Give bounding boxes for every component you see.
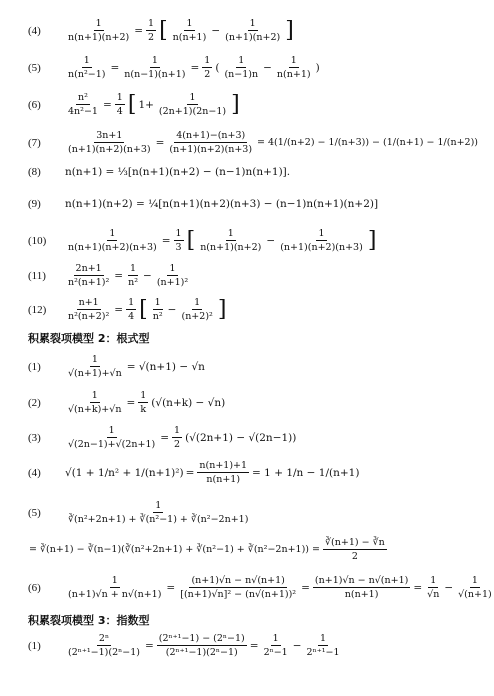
- fraction: [66, 500, 250, 525]
- formula-label: (12): [28, 303, 47, 316]
- formula-7: (7) $\frac{3n+1}{(n+1)(n+2)(n+3)}$ = $\frac{4(n+1)-(n+3)}{(n+1)(n+2)(n+3)}$ = 4(1/(n+2) − 1/(n+3)) − (1/(n+1) − 1/(n+2)): [28, 130, 478, 155]
- operator: −: [266, 234, 276, 247]
- formula-label: (4): [28, 466, 41, 479]
- formula-5: (5) $\frac{1}{\text{n(n²−1)}}$ = $\frac{1}{n(n-1)(n+1)}$ = $\frac{1}{2}$ ( $\frac{1}{(n-1)n}$ − $\frac{1}{n(n+1)}$ ): [28, 55, 320, 80]
- numerator: 1: [430, 575, 437, 586]
- denominator: (2n+1)(2n−1): [158, 106, 227, 117]
- fraction: [305, 633, 342, 658]
- denominator: n²(n+2)²: [68, 311, 110, 322]
- denominator: (n+1)(n+2): [225, 32, 281, 43]
- coefficient: [138, 390, 148, 415]
- numerator: 4(n+1)−(n+3): [176, 130, 246, 141]
- denominator: n(n+1): [344, 589, 379, 600]
- formula-label: (1): [28, 360, 41, 373]
- fraction: [151, 297, 165, 322]
- root-formula-4: (4) √(1 + 1/n² + 1/(n+1)²) = $\frac{n(n+1)+1}{n(n+1)}$ = 1 + 1/n − 1/(n+1): [28, 460, 360, 485]
- fraction: [122, 55, 187, 80]
- denominator: n(n−1)(n+1): [124, 69, 186, 80]
- denominator: (n+2)²: [181, 311, 213, 322]
- denominator: (n+1)²: [156, 277, 189, 288]
- denominator: n(n+1)(n+2)(n+3): [68, 242, 157, 253]
- fraction: [278, 228, 365, 253]
- fraction: [262, 633, 290, 658]
- numerator: 1: [320, 633, 327, 644]
- numerator: 1: [194, 297, 201, 308]
- denominator: 2: [351, 551, 358, 562]
- root-formula-6: (6) $\frac{1}{(n+1)√n + n√(n+1)}$ = $\frac{(n+1)√n - n√(n+1)}{\text{[(n+1)√n]² − (n√(n+1))²}}$ = $\frac{(n+1)√n - n√(n+1)}{n(n+1)}$ = $\frac{1}{√n}$ − $\frac{1}{√(n+1)}$: [28, 575, 492, 600]
- formula-label: (3): [28, 431, 41, 444]
- formula-9: [28, 198, 484, 210]
- expansion-text: = 4(1/(n+2) − 1/(n+3)) − (1/(n+1) − 1/(n+2)): [257, 137, 478, 148]
- denominator: 4n²−1: [68, 106, 98, 117]
- term: 1+: [138, 98, 154, 111]
- numerator: 1: [91, 390, 98, 401]
- formula-text: n(n+1)(n+2) = ¼[n(n+1)(n+2)(n+3) − (n−1)n(n+1)(n+2)]: [65, 198, 379, 210]
- formula-label: (6): [28, 581, 41, 594]
- fraction: [66, 228, 159, 253]
- numerator: 1: [154, 297, 161, 308]
- result-text: (√(n+k) − √n): [151, 396, 226, 409]
- root-formula-5-continued: [28, 537, 484, 562]
- numerator: 1: [111, 575, 118, 586]
- formula-label: (1): [28, 639, 41, 652]
- numerator: ∛(n+1) − ∛n: [324, 537, 385, 548]
- denominator: (n+1)(n+2)(n+3): [169, 144, 253, 155]
- denominator: (n−1)n: [224, 69, 259, 80]
- fraction: [126, 263, 140, 288]
- fraction: [66, 575, 163, 600]
- denominator: n²: [128, 277, 139, 288]
- fraction: [171, 18, 209, 43]
- denominator: √n: [427, 589, 440, 600]
- coefficient: [146, 18, 156, 43]
- numerator: 1: [249, 18, 256, 29]
- numerator: 1: [128, 297, 135, 308]
- fraction: [66, 633, 142, 658]
- root-formula-2: (2) $\frac{1}{√(n+k)+√n}$ = $\frac{1}{k}$ (√(n+k) − √n): [28, 390, 226, 415]
- denominator: 3: [175, 242, 182, 253]
- numerator: 1: [189, 92, 196, 103]
- radical-expression: √(1 + 1/n² + 1/(n+1)²): [65, 466, 184, 479]
- numerator: 1: [83, 55, 90, 66]
- fraction: [66, 425, 157, 450]
- expansion-text: = ∛(n+1) − ∛(n−1)(∛(n²+2n+1) + ∛(n²−1) + ∛(n²−2n+1)) =: [29, 544, 320, 555]
- numerator: 1: [155, 500, 162, 511]
- fraction: [167, 130, 254, 155]
- formula-text: n(n+1) = ⅓[n(n+1)(n+2) − (n−1)n(n+1)].: [65, 166, 291, 178]
- formula-label: (4): [28, 24, 41, 37]
- formula-label: (6): [28, 98, 41, 111]
- numerator: 2ⁿ: [98, 633, 110, 644]
- denominator: n(n+1): [172, 32, 207, 43]
- fraction: [178, 575, 298, 600]
- formula-label: (7): [28, 136, 41, 149]
- fraction: [66, 18, 131, 43]
- denominator: √(n+k)+√n: [68, 404, 122, 415]
- formula-4: (4) $\frac{1}{n(n+1)(n+2)}$ = $\frac{1}{2}$ [ $\frac{1}{n(n+1)}$ − $\frac{1}{(n+1)(n+2)}$ ]: [28, 17, 294, 43]
- numerator: 1: [290, 55, 297, 66]
- fraction: [456, 575, 494, 600]
- result-text: (√(2n+1) − √(2n−1)): [185, 431, 297, 444]
- denominator: n²(n+1)²: [68, 277, 110, 288]
- coefficient: [115, 92, 125, 117]
- result-text: = √(n+1) − √n: [126, 360, 205, 373]
- denominator: (n+1)(n+2)(n+3): [68, 144, 151, 155]
- denominator: n²: [152, 311, 163, 322]
- fraction: [66, 297, 111, 322]
- numerator: (n+1)√n − n√(n+1): [191, 575, 285, 586]
- formula-label: (9): [28, 198, 41, 210]
- numerator: 1: [148, 18, 155, 29]
- denominator: 4: [116, 106, 123, 117]
- fraction: [66, 130, 153, 155]
- numerator: 1: [116, 92, 123, 103]
- section-heading-root: 积累裂项模型 2：根式型: [28, 332, 150, 345]
- denominator: 2ⁿ⁺¹−1: [306, 647, 340, 658]
- denominator: 2: [174, 439, 181, 450]
- fraction: [197, 460, 249, 485]
- coefficient: [174, 228, 184, 253]
- coefficient: [126, 297, 136, 322]
- numerator: 1: [108, 425, 115, 436]
- fraction: [323, 537, 387, 562]
- denominator: [(n+1)√n]² − (n√(n+1))²: [180, 589, 297, 600]
- formula-label: (5): [28, 61, 41, 74]
- numerator: 1: [186, 18, 193, 29]
- operator: −: [167, 303, 177, 316]
- fraction: [179, 297, 214, 322]
- denominator: (n+1)(n+2)(n+3): [280, 242, 363, 253]
- numerator: 1: [204, 55, 211, 66]
- fraction: [198, 228, 263, 253]
- section-heading-exponential: 积累裂项模型 3：指数型: [28, 614, 150, 627]
- numerator: n(n+1)+1: [199, 460, 248, 471]
- denominator: √(n+1)+√n: [68, 368, 122, 379]
- denominator: (2ⁿ⁺¹−1)(2ⁿ−1): [68, 647, 140, 658]
- fraction: [157, 92, 228, 117]
- coefficient: [202, 55, 212, 80]
- numerator: 1: [91, 354, 98, 365]
- fraction: [66, 55, 107, 80]
- denominator: k: [140, 404, 147, 415]
- numerator: 1: [174, 425, 181, 436]
- fraction: [66, 390, 123, 415]
- fraction: [155, 263, 190, 288]
- fraction: [275, 55, 313, 80]
- operator: −: [143, 269, 152, 282]
- coefficient: [172, 425, 182, 450]
- numerator: 1: [169, 263, 176, 274]
- formula-label: (10): [28, 234, 47, 247]
- formula-11: (11) $\frac{2n+1}{\text{n²(n+1)²}}$ = $\frac{1}{\text{n²}}$ − $\frac{1}{\text{(n+1)²}}$: [28, 263, 189, 288]
- formula-6: (6) $\frac{\text{n²}}{\text{4n²−1}}$ = $\frac{1}{4}$ [ 1+ $\frac{1}{(2n+1)(2n-1)}$ ]: [28, 91, 240, 117]
- formula-12: (12) $\frac{n+1}{\text{n²(n+2)²}}$ = $\frac{1}{4}$ [ $\frac{1}{\text{n²}}$ − $\frac{1}{\text{(n+2)²}}$ ]: [28, 296, 227, 322]
- denominator: (n+1)√n + n√(n+1): [68, 589, 162, 600]
- numerator: 1: [318, 228, 325, 239]
- numerator: 1: [471, 575, 478, 586]
- fraction: [157, 633, 247, 658]
- fraction: [66, 92, 100, 117]
- formula-label: (2): [28, 396, 41, 409]
- operator: −: [211, 24, 221, 37]
- numerator: 1: [140, 390, 147, 401]
- formula-label: (5): [28, 506, 41, 519]
- denominator: √(n+1): [458, 589, 492, 600]
- denominator: n(n+1): [276, 69, 311, 80]
- denominator: n(n²−1): [68, 69, 106, 80]
- denominator: 2: [148, 32, 155, 43]
- denominator: 4: [128, 311, 135, 322]
- formula-8: [28, 166, 484, 178]
- numerator: 1: [227, 228, 234, 239]
- numerator: 1: [130, 263, 137, 274]
- numerator: 1: [109, 228, 116, 239]
- numerator: n²: [78, 92, 88, 103]
- denominator: 2ⁿ−1: [263, 647, 288, 658]
- root-formula-3: (3) $\frac{1}{√(2n-1)+√(2n+1)}$ = $\frac{1}{2}$ (√(2n+1) − √(2n−1)): [28, 425, 297, 450]
- numerator: 1: [175, 228, 182, 239]
- numerator: 2n+1: [75, 263, 102, 274]
- formula-10: (10) $\frac{1}{n(n+1)(n+2)(n+3)}$ = $\frac{1}{3}$ [ $\frac{1}{n(n+1)(n+2)}$ − $\frac{1}{(n+1)(n+2)(n+3)}$ ]: [28, 227, 377, 253]
- denominator: ∛(n²+2n+1) + ∛(n²−1) + ∛(n²−2n+1): [68, 514, 249, 525]
- numerator: 1: [95, 18, 102, 29]
- numerator: 1: [272, 633, 279, 644]
- root-formula-5: [28, 500, 484, 525]
- result-text: = 1 + 1/n − 1/(n+1): [252, 466, 360, 479]
- numerator: 1: [238, 55, 245, 66]
- numerator: 3n+1: [96, 130, 123, 141]
- denominator: n(n+1): [206, 474, 241, 485]
- fraction: [425, 575, 441, 600]
- fraction: [222, 55, 260, 80]
- denominator: √(2n−1)+√(2n+1): [68, 439, 156, 450]
- numerator: 1: [151, 55, 158, 66]
- numerator: (2ⁿ⁺¹−1) − (2ⁿ−1): [158, 633, 245, 644]
- exp-formula-1: (1) $\frac{\text{2ⁿ}}{\text{(2ⁿ⁺¹−1)(2ⁿ−1)}}$ = $\frac{\text{(2ⁿ⁺¹−1) − (2ⁿ−1)}}{\text{(2ⁿ⁺¹−1)(2ⁿ−1)}}$ = $\frac{1}{\text{2ⁿ−1}}$ − $\frac{1}{\text{2ⁿ⁺¹−1}}$: [28, 633, 340, 658]
- fraction: [66, 354, 124, 379]
- root-formula-1: [28, 354, 484, 379]
- formula-label: (11): [28, 269, 46, 282]
- denominator: 2: [204, 69, 211, 80]
- formula-label: (8): [28, 166, 41, 178]
- fraction: [223, 18, 282, 43]
- denominator: n(n+1)(n+2): [68, 32, 130, 43]
- denominator: (2ⁿ⁺¹−1)(2ⁿ−1): [165, 647, 238, 658]
- fraction: [66, 263, 111, 288]
- numerator: n+1: [78, 297, 99, 308]
- denominator: n(n+1)(n+2): [200, 242, 262, 253]
- fraction: [313, 575, 410, 600]
- operator: −: [263, 61, 272, 74]
- numerator: (n+1)√n − n√(n+1): [314, 575, 409, 586]
